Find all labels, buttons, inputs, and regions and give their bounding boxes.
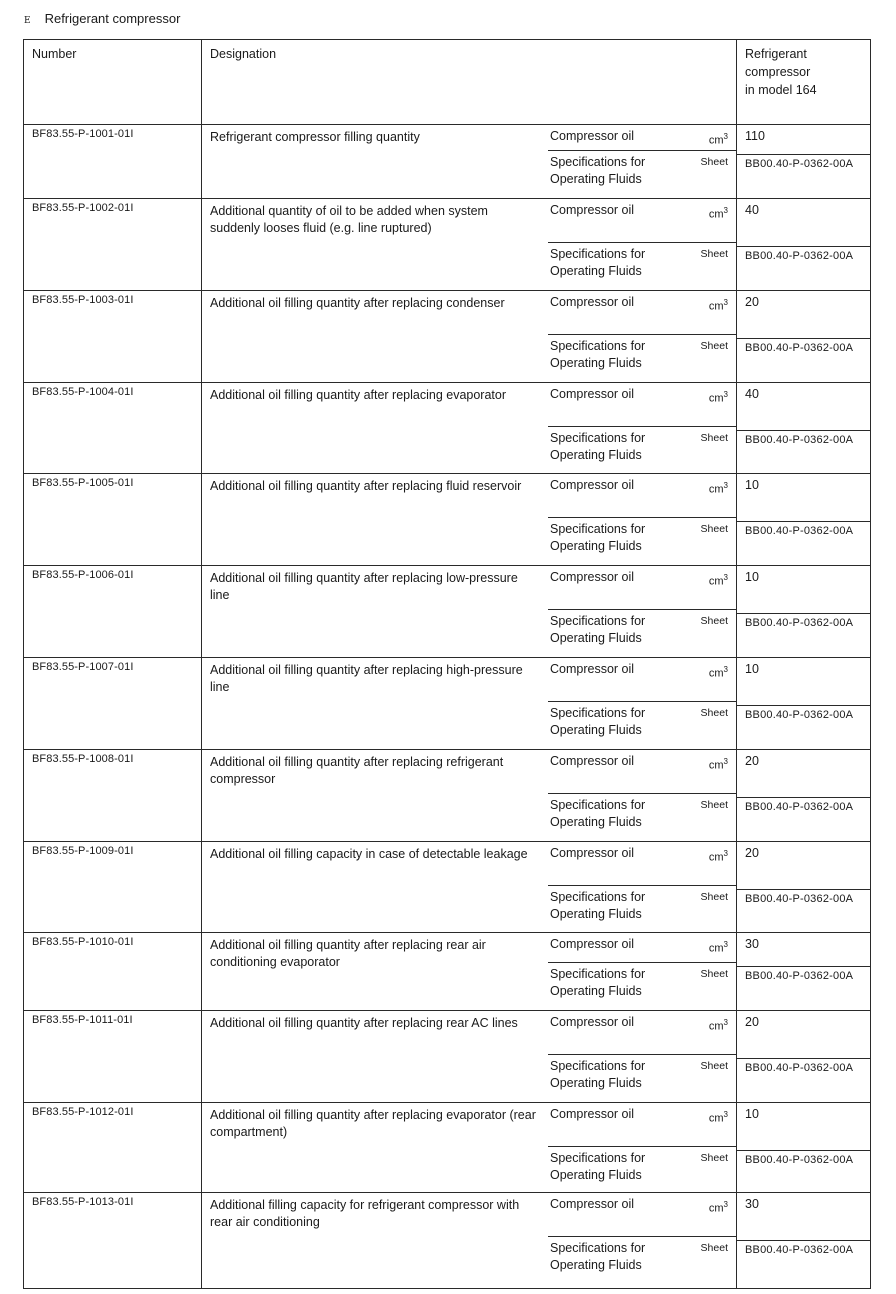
spec-label-line2: Operating Fluids: [550, 1168, 642, 1182]
row-number: BF83.55-P-1004-01I: [32, 386, 134, 398]
row-description: Additional oil filling quantity after replacing condenser: [210, 296, 505, 310]
spec-label-line2: Operating Fluids: [550, 356, 642, 370]
table-row: [24, 658, 871, 750]
table-row: [24, 291, 871, 383]
value-cell: [737, 199, 871, 291]
sheet-reference: BB00.40-P-0362-00A: [737, 1058, 870, 1077]
unit-label: [709, 132, 728, 150]
number-cell: [24, 933, 202, 1011]
oil-subrow: [548, 125, 736, 150]
sheet-label: Sheet: [700, 891, 728, 903]
unit-base: cm: [708, 851, 724, 864]
sheet-label: Sheet: [700, 799, 728, 811]
row-number: BF83.55-P-1006-01I: [32, 569, 134, 581]
oil-subrow: [548, 842, 736, 885]
oil-label: Compressor oil: [550, 203, 635, 217]
value-cell: [737, 474, 871, 566]
oil-label: Compressor oil: [550, 478, 635, 492]
spec-label-line1: Specifications for: [550, 967, 646, 981]
header-designation-cell: [202, 40, 737, 125]
fluid-info: [548, 1103, 736, 1184]
spec-subrow: [548, 1146, 736, 1184]
fluid-info: [548, 658, 736, 739]
spec-subrow: [548, 701, 736, 739]
row-number: BF83.55-P-1010-01I: [32, 936, 134, 948]
spec-subrow: [548, 962, 736, 1000]
oil-label: Compressor oil: [550, 295, 635, 309]
spec-subrow: [548, 150, 736, 188]
sheet-reference: BB00.40-P-0362-00A: [737, 521, 870, 540]
spec-label-line2: Operating Fluids: [550, 815, 642, 829]
oil-quantity: 10: [745, 570, 759, 584]
value-cell: [737, 125, 871, 199]
oil-subrow: [548, 291, 736, 334]
table-header-row: [24, 40, 871, 125]
oil-quantity: 40: [745, 387, 759, 401]
spec-label: [550, 613, 645, 647]
oil-label: Compressor oil: [550, 570, 635, 584]
oil-quantity: 20: [745, 1015, 759, 1029]
spec-label-line2: Operating Fluids: [550, 984, 642, 998]
designation-cell: [202, 1011, 737, 1103]
number-cell: [24, 199, 202, 291]
unit-base: cm: [708, 1020, 724, 1033]
unit-exponent: 3: [723, 573, 728, 582]
sheet-reference: BB00.40-P-0362-00A: [737, 966, 870, 985]
value-cell: [737, 658, 871, 750]
spec-label-line2: Operating Fluids: [550, 172, 642, 186]
sheet-reference: BB00.40-P-0362-00A: [737, 430, 870, 449]
unit-exponent: 3: [723, 665, 728, 674]
value-cell: [737, 750, 871, 842]
oil-quantity: 110: [745, 129, 765, 143]
oil-subrow: [548, 1193, 736, 1236]
spec-label-line2: Operating Fluids: [550, 631, 642, 645]
table-row: [24, 1103, 871, 1193]
designation-cell: [202, 383, 737, 474]
value-cell: [737, 1011, 871, 1103]
designation-cell: [202, 474, 737, 566]
sheet-reference: BB00.40-P-0362-00A: [737, 154, 870, 173]
spec-label-line1: Specifications for: [550, 890, 646, 904]
spec-label-line2: Operating Fluids: [550, 264, 642, 278]
row-number: BF83.55-P-1002-01I: [32, 202, 134, 214]
spec-label: [550, 1240, 645, 1274]
table-row: [24, 933, 871, 1011]
spec-label-line2: Operating Fluids: [550, 448, 642, 462]
oil-label: Compressor oil: [550, 129, 635, 143]
unit-base: cm: [708, 134, 724, 147]
spec-subrow: [548, 793, 736, 831]
section-marker: E: [24, 16, 31, 26]
section-title: Refrigerant compressor: [44, 11, 181, 26]
oil-label: Compressor oil: [550, 937, 635, 951]
row-description: Additional oil filling quantity after replacing low-pressure line: [210, 571, 518, 602]
spec-label-line2: Operating Fluids: [550, 1076, 642, 1090]
unit-label: [709, 481, 728, 517]
fluid-info: [548, 566, 736, 647]
unit-exponent: 3: [723, 940, 728, 949]
spec-label: [550, 1058, 645, 1092]
value-cell: [737, 383, 871, 474]
oil-quantity: 40: [745, 203, 759, 217]
spec-label: [550, 521, 645, 555]
spec-subrow: [548, 426, 736, 464]
oil-subrow: [548, 566, 736, 609]
unit-exponent: 3: [723, 206, 728, 215]
number-cell: [24, 842, 202, 933]
sheet-label: Sheet: [700, 1152, 728, 1164]
spec-label-line1: Specifications for: [550, 1241, 646, 1255]
oil-label: Compressor oil: [550, 754, 635, 768]
unit-label: [709, 1200, 728, 1236]
unit-exponent: 3: [723, 132, 728, 141]
row-description: Refrigerant compressor filling quantity: [210, 130, 420, 144]
spec-subrow: [548, 334, 736, 372]
unit-base: cm: [708, 1112, 724, 1125]
header-number: Number: [32, 47, 77, 61]
row-number: BF83.55-P-1011-01I: [32, 1014, 133, 1026]
table-row: [24, 566, 871, 658]
spec-label-line1: Specifications for: [550, 706, 646, 720]
section-heading: [24, 11, 180, 26]
fluid-info: [548, 933, 736, 1000]
unit-label: [709, 206, 728, 242]
unit-base: cm: [708, 483, 724, 496]
unit-base: cm: [708, 759, 724, 772]
spec-label: [550, 338, 645, 372]
unit-exponent: 3: [723, 849, 728, 858]
row-description: Additional oil filling quantity after replacing evaporator (rear compartment): [210, 1108, 536, 1139]
sheet-label: Sheet: [700, 1060, 728, 1072]
spec-subrow: [548, 1236, 736, 1274]
spec-label-line1: Specifications for: [550, 798, 646, 812]
sheet-label: Sheet: [700, 523, 728, 535]
oil-subrow: [548, 1103, 736, 1146]
unit-base: cm: [708, 392, 724, 405]
number-cell: [24, 1103, 202, 1193]
spec-subrow: [548, 242, 736, 280]
oil-subrow: [548, 933, 736, 962]
row-description: Additional quantity of oil to be added when system suddenly looses fluid (e.g. line ruptured): [210, 204, 488, 235]
row-description: Additional oil filling quantity after replacing fluid reservoir: [210, 479, 522, 493]
designation-cell: [202, 1193, 737, 1289]
designation-cell: [202, 199, 737, 291]
spec-label-line2: Operating Fluids: [550, 539, 642, 553]
table-row: [24, 1011, 871, 1103]
value-cell: [737, 566, 871, 658]
unit-exponent: 3: [723, 1110, 728, 1119]
oil-quantity: 30: [745, 937, 759, 951]
spec-subrow: [548, 609, 736, 647]
number-cell: [24, 125, 202, 199]
designation-cell: [202, 842, 737, 933]
oil-quantity: 30: [745, 1197, 759, 1211]
unit-label: [709, 940, 728, 962]
spec-subrow: [548, 517, 736, 555]
fluid-info: [548, 1193, 736, 1274]
sheet-reference: BB00.40-P-0362-00A: [737, 613, 870, 632]
sheet-label: Sheet: [700, 156, 728, 168]
spec-label-line2: Operating Fluids: [550, 1258, 642, 1272]
fluid-info: [548, 750, 736, 831]
unit-base: cm: [708, 208, 724, 221]
sheet-label: Sheet: [700, 340, 728, 352]
value-cell: [737, 842, 871, 933]
oil-quantity: 20: [745, 295, 759, 309]
designation-cell: [202, 566, 737, 658]
oil-subrow: [548, 1011, 736, 1054]
spec-label-line1: Specifications for: [550, 339, 646, 353]
sheet-reference: BB00.40-P-0362-00A: [737, 705, 870, 724]
unit-exponent: 3: [723, 481, 728, 490]
spec-label: [550, 889, 645, 923]
fluid-info: [548, 125, 736, 188]
row-number: BF83.55-P-1007-01I: [32, 661, 134, 673]
oil-subrow: [548, 750, 736, 793]
spec-label: [550, 705, 645, 739]
sheet-label: Sheet: [700, 432, 728, 444]
sheet-label: Sheet: [700, 615, 728, 627]
header-value-line2: compressor: [745, 65, 811, 79]
header-designation: Designation: [210, 47, 277, 61]
designation-cell: [202, 658, 737, 750]
row-number: BF83.55-P-1001-01I: [32, 128, 134, 140]
table-row: [24, 1193, 871, 1289]
unit-label: [709, 298, 728, 334]
sheet-reference: BB00.40-P-0362-00A: [737, 1240, 870, 1259]
number-cell: [24, 1193, 202, 1289]
number-cell: [24, 474, 202, 566]
number-cell: [24, 383, 202, 474]
designation-cell: [202, 1103, 737, 1193]
spec-table: [23, 39, 871, 1289]
unit-exponent: 3: [723, 390, 728, 399]
sheet-label: Sheet: [700, 968, 728, 980]
fluid-info: [548, 474, 736, 555]
spec-subrow: [548, 885, 736, 923]
value-cell: [737, 933, 871, 1011]
sheet-label: Sheet: [700, 707, 728, 719]
spec-subrow: [548, 1054, 736, 1092]
unit-base: cm: [708, 667, 724, 680]
oil-label: Compressor oil: [550, 662, 635, 676]
unit-label: [709, 757, 728, 793]
fluid-info: [548, 199, 736, 280]
oil-subrow: [548, 474, 736, 517]
spec-label: [550, 797, 645, 831]
spec-label-line1: Specifications for: [550, 247, 646, 261]
oil-label: Compressor oil: [550, 846, 635, 860]
oil-label: Compressor oil: [550, 1107, 635, 1121]
fluid-info: [548, 291, 736, 372]
unit-exponent: 3: [723, 1018, 728, 1027]
table-row: [24, 383, 871, 474]
unit-label: [709, 849, 728, 885]
row-number: BF83.55-P-1005-01I: [32, 477, 134, 489]
oil-quantity: 10: [745, 1107, 759, 1121]
fluid-info: [548, 383, 736, 464]
sheet-reference: BB00.40-P-0362-00A: [737, 889, 870, 908]
oil-quantity: 10: [745, 478, 759, 492]
header-number-cell: [24, 40, 202, 125]
designation-cell: [202, 125, 737, 199]
oil-quantity: 10: [745, 662, 759, 676]
row-description: Additional oil filling quantity after replacing rear AC lines: [210, 1016, 518, 1030]
designation-cell: [202, 750, 737, 842]
row-description: Additional oil filling quantity after replacing rear air conditioning evaporator: [210, 938, 486, 969]
unit-label: [709, 1018, 728, 1054]
value-cell: [737, 1103, 871, 1193]
spec-label-line1: Specifications for: [550, 155, 646, 169]
number-cell: [24, 658, 202, 750]
spec-label-line1: Specifications for: [550, 614, 646, 628]
sheet-reference: BB00.40-P-0362-00A: [737, 246, 870, 265]
unit-label: [709, 390, 728, 426]
unit-base: cm: [708, 575, 724, 588]
oil-label: Compressor oil: [550, 387, 635, 401]
number-cell: [24, 566, 202, 658]
spec-label: [550, 246, 645, 280]
number-cell: [24, 750, 202, 842]
spec-label-line1: Specifications for: [550, 522, 646, 536]
row-description: Additional oil filling capacity in case of detectable leakage: [210, 847, 528, 861]
unit-base: cm: [708, 942, 724, 955]
designation-cell: [202, 291, 737, 383]
spec-label-line1: Specifications for: [550, 431, 646, 445]
spec-label-line1: Specifications for: [550, 1151, 646, 1165]
table-row: [24, 125, 871, 199]
row-number: BF83.55-P-1003-01I: [32, 294, 134, 306]
header-value: [737, 40, 870, 104]
fluid-info: [548, 842, 736, 923]
unit-label: [709, 665, 728, 701]
row-number: BF83.55-P-1008-01I: [32, 753, 134, 765]
row-description: Additional oil filling quantity after replacing evaporator: [210, 388, 507, 402]
table-row: [24, 199, 871, 291]
oil-label: Compressor oil: [550, 1015, 635, 1029]
fluid-info: [548, 1011, 736, 1092]
unit-label: [709, 1110, 728, 1146]
spec-label: [550, 154, 645, 188]
row-description: Additional oil filling quantity after replacing high-pressure line: [210, 663, 523, 694]
row-description: Additional filling capacity for refrigerant compressor with rear air conditioning: [210, 1198, 520, 1229]
oil-label: Compressor oil: [550, 1197, 635, 1211]
value-cell: [737, 1193, 871, 1289]
table-row: [24, 842, 871, 933]
value-cell: [737, 291, 871, 383]
spec-label: [550, 966, 645, 1000]
spec-label-line2: Operating Fluids: [550, 907, 642, 921]
table-row: [24, 750, 871, 842]
oil-quantity: 20: [745, 754, 759, 768]
unit-exponent: 3: [723, 298, 728, 307]
unit-exponent: 3: [723, 757, 728, 766]
table-row: [24, 474, 871, 566]
header-value-cell: [737, 40, 871, 125]
designation-cell: [202, 933, 737, 1011]
spec-label: [550, 1150, 645, 1184]
sheet-label: Sheet: [700, 248, 728, 260]
sheet-reference: BB00.40-P-0362-00A: [737, 338, 870, 357]
row-number: BF83.55-P-1009-01I: [32, 845, 134, 857]
spec-label: [550, 430, 645, 464]
sheet-reference: BB00.40-P-0362-00A: [737, 1150, 870, 1169]
oil-subrow: [548, 658, 736, 701]
unit-base: cm: [708, 300, 724, 313]
row-number: BF83.55-P-1013-01I: [32, 1196, 134, 1208]
unit-base: cm: [708, 1202, 724, 1215]
sheet-label: Sheet: [700, 1242, 728, 1254]
sheet-reference: BB00.40-P-0362-00A: [737, 797, 870, 816]
header-value-line3: in model 164: [745, 83, 817, 97]
unit-exponent: 3: [723, 1200, 728, 1209]
number-cell: [24, 291, 202, 383]
number-cell: [24, 1011, 202, 1103]
row-description: Additional oil filling quantity after replacing refrigerant compressor: [210, 755, 504, 786]
unit-label: [709, 573, 728, 609]
oil-subrow: [548, 383, 736, 426]
spec-label-line2: Operating Fluids: [550, 723, 642, 737]
row-number: BF83.55-P-1012-01I: [32, 1106, 134, 1118]
oil-quantity: 20: [745, 846, 759, 860]
spec-label-line1: Specifications for: [550, 1059, 646, 1073]
oil-subrow: [548, 199, 736, 242]
header-value-line1: Refrigerant: [745, 47, 807, 61]
